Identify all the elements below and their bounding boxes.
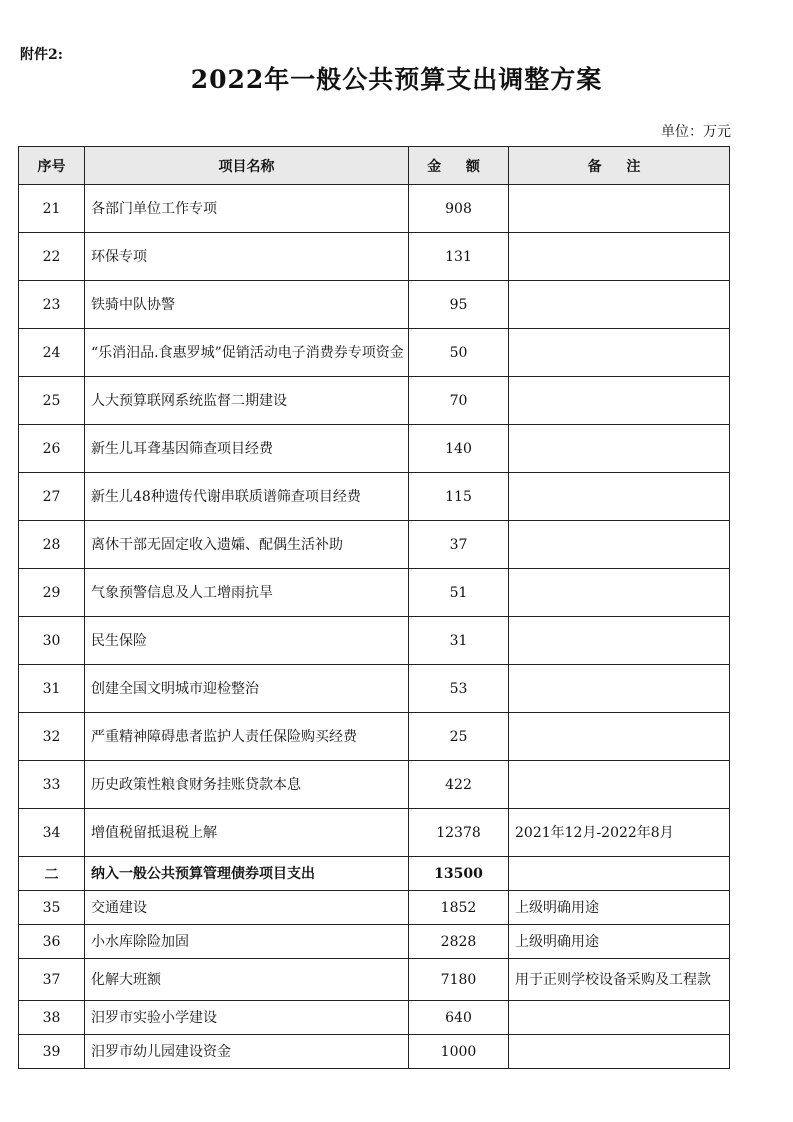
table-row — [19, 1035, 730, 1069]
row-name: 民生保险 — [85, 617, 409, 665]
row-amount: 53 — [409, 665, 509, 713]
table-row — [19, 891, 730, 925]
row-seq: 26 — [19, 425, 85, 473]
page-title: 2022年一般公共预算支出调整方案 — [190, 65, 603, 94]
row-name: 小水库除险加固 — [85, 925, 409, 959]
table-row — [19, 857, 730, 891]
row-name: 人大预算联网系统监督二期建设 — [85, 377, 409, 425]
row-seq: 24 — [19, 329, 85, 377]
row-note — [509, 617, 730, 665]
table-row — [19, 329, 730, 377]
table-row — [19, 521, 730, 569]
row-note — [509, 377, 730, 425]
row-amount: 95 — [409, 281, 509, 329]
attachment-label: 附件2: — [20, 47, 63, 63]
table-row — [19, 665, 730, 713]
row-seq: 34 — [19, 809, 85, 857]
row-amount: 50 — [409, 329, 509, 377]
table-row — [19, 959, 730, 1001]
row-name: 铁骑中队协警 — [85, 281, 409, 329]
table-header-row — [19, 147, 730, 185]
row-note — [509, 185, 730, 233]
row-amount: 1000 — [409, 1035, 509, 1069]
row-note: 上级明确用途 — [509, 891, 730, 925]
table-row — [19, 377, 730, 425]
row-amount: 2828 — [409, 925, 509, 959]
row-name: 各部门单位工作专项 — [85, 185, 409, 233]
row-note — [509, 569, 730, 617]
header-note: 备 注 — [509, 147, 730, 185]
row-seq: 32 — [19, 713, 85, 761]
table-body — [19, 185, 730, 1069]
row-amount: 31 — [409, 617, 509, 665]
row-note — [509, 1035, 730, 1069]
table-row — [19, 809, 730, 857]
row-name: “乐消汨品.食惠罗城”促销活动电子消费券专项资金 — [85, 329, 409, 377]
row-name: 环保专项 — [85, 233, 409, 281]
row-name: 严重精神障碍患者监护人责任保险购买经费 — [85, 713, 409, 761]
row-amount: 37 — [409, 521, 509, 569]
row-note — [509, 329, 730, 377]
row-note — [509, 521, 730, 569]
row-seq: 37 — [19, 959, 85, 1001]
row-seq: 30 — [19, 617, 85, 665]
row-amount: 13500 — [409, 857, 509, 891]
header-amount: 金 额 — [409, 147, 509, 185]
row-amount: 140 — [409, 425, 509, 473]
row-amount: 908 — [409, 185, 509, 233]
row-note: 用于正则学校设备采购及工程款 — [509, 959, 730, 1001]
row-seq: 21 — [19, 185, 85, 233]
row-seq: 二 — [19, 857, 85, 891]
row-name: 新生儿48种遗传代谢串联质谱筛查项目经费 — [85, 473, 409, 521]
row-name: 离休干部无固定收入遗孀、配偶生活补助 — [85, 521, 409, 569]
row-note — [509, 761, 730, 809]
row-amount: 422 — [409, 761, 509, 809]
row-seq: 22 — [19, 233, 85, 281]
row-note: 2021年12月-2022年8月 — [509, 809, 730, 857]
row-name: 交通建设 — [85, 891, 409, 925]
row-seq: 25 — [19, 377, 85, 425]
row-note — [509, 665, 730, 713]
table-row — [19, 925, 730, 959]
row-seq: 38 — [19, 1001, 85, 1035]
row-amount: 12378 — [409, 809, 509, 857]
row-name: 汨罗市幼儿园建设资金 — [85, 1035, 409, 1069]
row-amount: 7180 — [409, 959, 509, 1001]
row-name: 增值税留抵退税上解 — [85, 809, 409, 857]
table-row — [19, 713, 730, 761]
row-amount: 115 — [409, 473, 509, 521]
table-row — [19, 281, 730, 329]
row-name: 新生儿耳聋基因筛查项目经费 — [85, 425, 409, 473]
row-note — [509, 473, 730, 521]
row-amount: 640 — [409, 1001, 509, 1035]
header-seq: 序号 — [19, 147, 85, 185]
row-name: 气象预警信息及人工增雨抗旱 — [85, 569, 409, 617]
table-row — [19, 473, 730, 521]
table-row — [19, 569, 730, 617]
row-note — [509, 713, 730, 761]
row-name: 化解大班额 — [85, 959, 409, 1001]
table-row — [19, 1001, 730, 1035]
budget-table — [18, 146, 730, 1069]
row-seq: 23 — [19, 281, 85, 329]
row-note — [509, 233, 730, 281]
row-note — [509, 857, 730, 891]
row-amount: 70 — [409, 377, 509, 425]
row-name: 历史政策性粮食财务挂账贷款本息 — [85, 761, 409, 809]
row-note: 上级明确用途 — [509, 925, 730, 959]
row-seq: 36 — [19, 925, 85, 959]
row-amount: 131 — [409, 233, 509, 281]
row-note — [509, 425, 730, 473]
row-seq: 28 — [19, 521, 85, 569]
row-seq: 27 — [19, 473, 85, 521]
row-note — [509, 1001, 730, 1035]
row-seq: 29 — [19, 569, 85, 617]
unit-label: 单位：万元 — [661, 124, 731, 140]
table-row — [19, 233, 730, 281]
row-seq: 35 — [19, 891, 85, 925]
row-seq: 39 — [19, 1035, 85, 1069]
table-row — [19, 185, 730, 233]
table-row — [19, 761, 730, 809]
row-amount: 1852 — [409, 891, 509, 925]
row-amount: 51 — [409, 569, 509, 617]
row-seq: 31 — [19, 665, 85, 713]
row-note — [509, 281, 730, 329]
header-name: 项目名称 — [85, 147, 409, 185]
row-name: 纳入一般公共预算管理债券项目支出 — [85, 857, 409, 891]
row-name: 创建全国文明城市迎检整治 — [85, 665, 409, 713]
row-seq: 33 — [19, 761, 85, 809]
table-row — [19, 617, 730, 665]
row-amount: 25 — [409, 713, 509, 761]
table-row — [19, 425, 730, 473]
row-name: 汨罗市实验小学建设 — [85, 1001, 409, 1035]
